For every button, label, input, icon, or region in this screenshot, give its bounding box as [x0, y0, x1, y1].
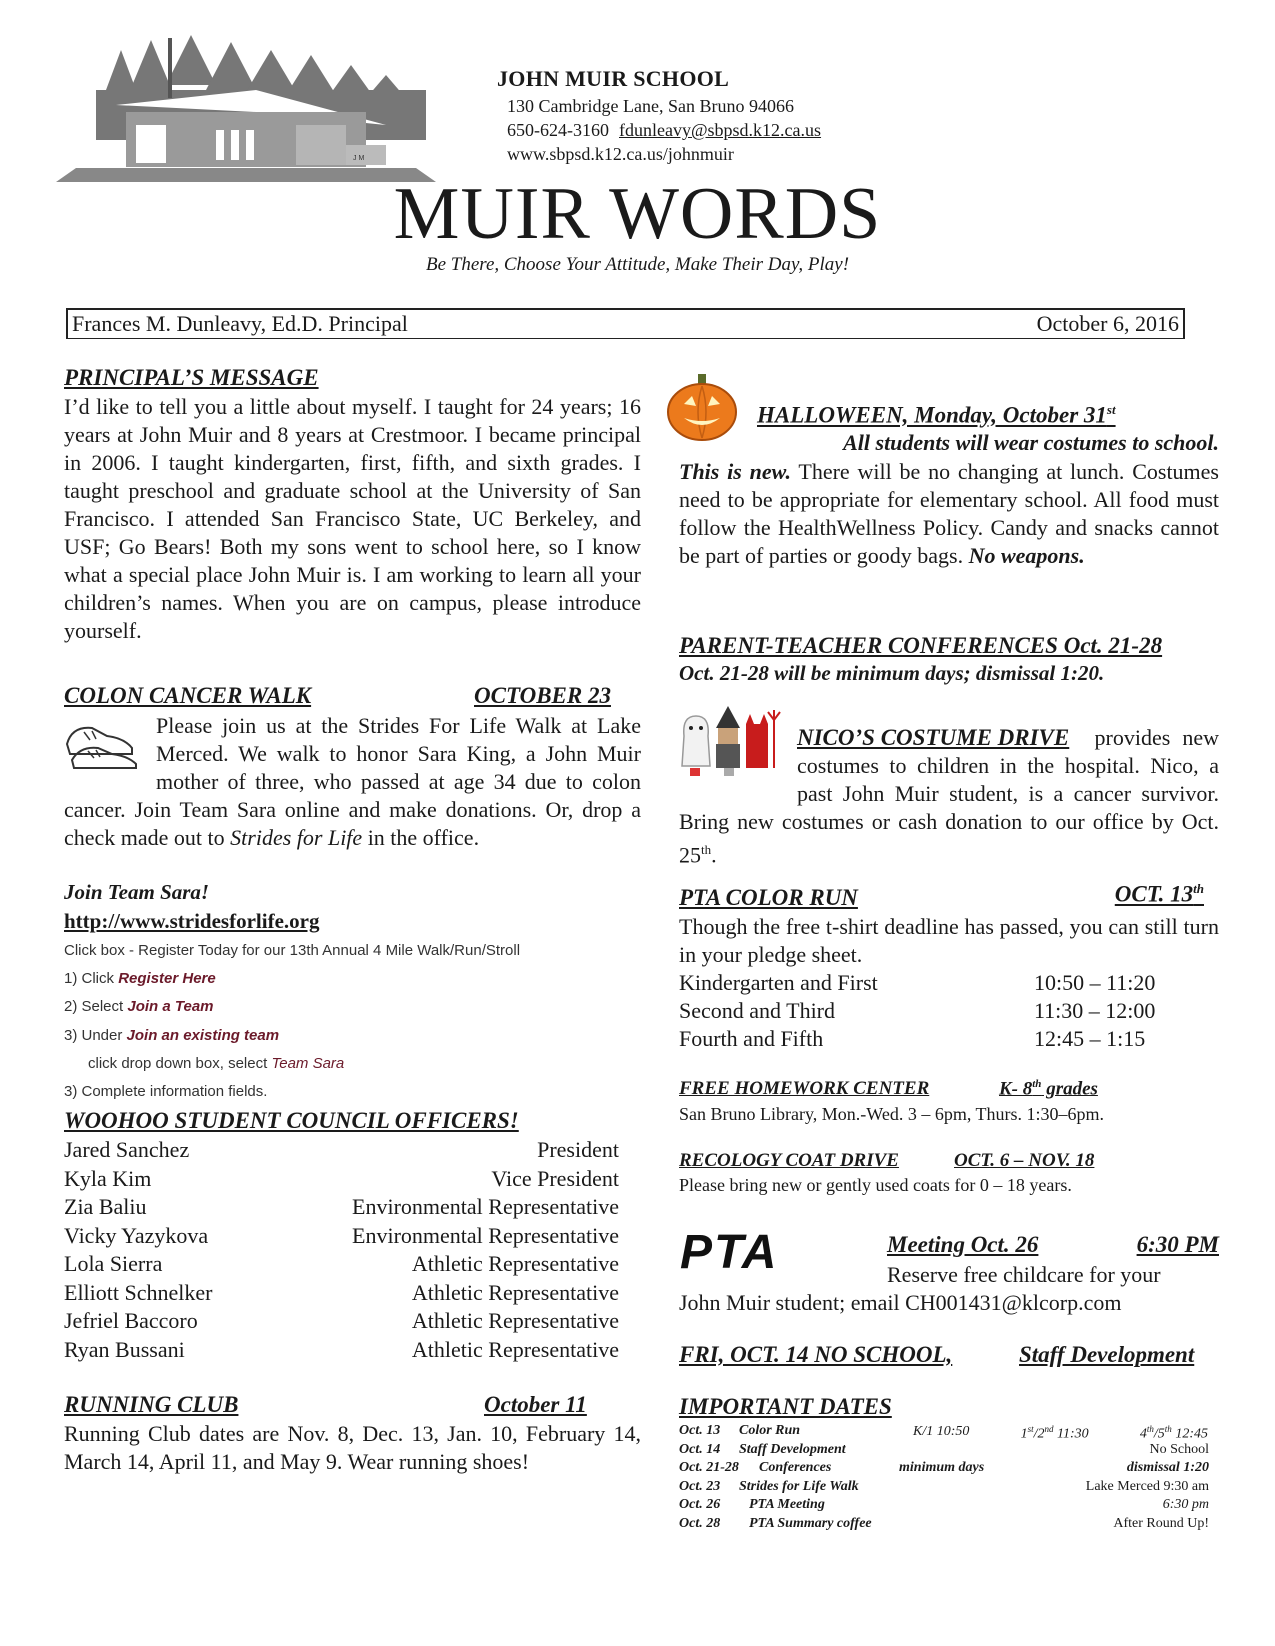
- running-club-body: Running Club dates are Nov. 8, Dec. 13, Jan. 10, February 14, March 14, April 11, and May 9. Wear running shoes!: [64, 1421, 641, 1474]
- step-3: [64, 1027, 641, 1044]
- walk-body-tail: in the office.: [367, 825, 480, 850]
- officer-row: [64, 1222, 619, 1251]
- date: Oct. 28: [679, 1515, 721, 1531]
- school-logo: [56, 30, 436, 190]
- officer-row: [64, 1250, 619, 1279]
- coat-drive-heading: RECOLOGY COAT DRIVE: [679, 1150, 899, 1171]
- coat-drive-body: Please bring new or gently used coats for 0 – 18 years.: [679, 1175, 1072, 1195]
- step-3b: [88, 1055, 344, 1072]
- homework-heading: FREE HOMEWORK CENTER: [679, 1078, 930, 1099]
- run-time: 11:30 – 12:00: [1034, 998, 1156, 1023]
- step-3-text: 3) Under: [64, 1027, 123, 1044]
- date-row: [679, 1515, 1209, 1534]
- officer-role: Athletic Representative: [411, 1308, 619, 1333]
- school-phone: 650-624-3160: [507, 120, 609, 140]
- date: Oct. 23: [679, 1478, 721, 1494]
- date: Oct. 13: [679, 1423, 721, 1438]
- event: Conferences: [759, 1460, 832, 1475]
- officer-row: [64, 1193, 619, 1222]
- step-3b-text: click drop down box, select: [88, 1055, 268, 1072]
- coat-drive-date: OCT. 6 – NOV. 18: [954, 1150, 1095, 1171]
- no-school-header: [679, 1342, 1219, 1370]
- officer-row: [64, 1279, 619, 1308]
- color-run-heading: PTA COLOR RUN: [679, 885, 858, 910]
- officer-name: Vicky Yazykova: [64, 1222, 209, 1248]
- officer-name: Lola Sierra: [64, 1251, 163, 1276]
- colon-cancer-walk-header: [64, 683, 641, 711]
- officer-role: Environmental Representative: [352, 1194, 619, 1219]
- colon-cancer-walk-date: OCTOBER 23: [474, 683, 611, 708]
- nico-drive-heading: NICO’S COSTUME DRIVE: [797, 725, 1070, 750]
- time-row: [679, 1025, 1219, 1053]
- color-run-header: [679, 881, 1204, 913]
- coat-drive-header: [679, 1150, 1219, 1174]
- homework-grades-pre: K- 8: [999, 1078, 1033, 1100]
- officer-name: Jared Sanchez: [64, 1137, 190, 1162]
- step-2-text: 2) Select: [64, 998, 124, 1015]
- halloween-body: [679, 458, 1219, 570]
- join-existing-team-link[interactable]: Join an existing team: [126, 1027, 280, 1044]
- officer-role: Athletic Representative: [411, 1279, 619, 1305]
- time-row: [679, 969, 1219, 997]
- logo-initials: J M: [353, 155, 365, 162]
- step-1-text: 1) Click: [64, 970, 115, 987]
- event: PTA Meeting: [749, 1497, 825, 1512]
- principal-name: Frances M. Dunleavy, Ed.D. Principal: [72, 311, 408, 336]
- colon-cancer-walk-heading: COLON CANCER WALK: [64, 683, 312, 708]
- register-note: Click box - Register Today for our 13th Annual 4 Mile Walk/Run/Stroll: [64, 942, 521, 959]
- running-club-heading: RUNNING CLUB: [64, 1392, 239, 1417]
- school-website[interactable]: www.sbpsd.k12.ca.us/johnmuir: [507, 144, 734, 164]
- date-row: [679, 1441, 1209, 1460]
- info-bar: [66, 308, 1185, 339]
- officer-row: [64, 1136, 619, 1165]
- officer-role: Athletic Representative: [411, 1251, 619, 1276]
- g2-time: 1st/2nd 11:30: [1020, 1424, 1089, 1442]
- join-team-sara: Join Team Sara!: [64, 880, 210, 904]
- contact-line: [507, 118, 821, 142]
- pta-meeting-header: [887, 1232, 1219, 1260]
- step-2: [64, 998, 641, 1015]
- halloween-costumes-note: All students will wear costumes to school.: [843, 430, 1219, 455]
- officer-role: President: [537, 1137, 619, 1162]
- k1-time: K/1 10:50: [913, 1424, 970, 1439]
- halloween-heading-text: HALLOWEEN, Monday, October 31: [757, 402, 1107, 428]
- no-school-heading: FRI, OCT. 14 NO SCHOOL,: [679, 1342, 953, 1367]
- halloween-no-weapons: No weapons.: [968, 543, 1085, 568]
- date: Oct. 14: [679, 1441, 721, 1457]
- pta-meeting-heading: Meeting Oct. 26: [887, 1232, 1039, 1257]
- g4-time: 4th/5th 12:45: [1139, 1424, 1208, 1442]
- running-club-date: October 11: [484, 1392, 587, 1417]
- officers-list: [64, 1136, 619, 1364]
- homework-grades: [999, 1078, 1098, 1100]
- officer-role: Athletic Representative: [411, 1336, 619, 1362]
- homework-header: [679, 1078, 1219, 1102]
- event-note: 6:30 pm: [1162, 1497, 1209, 1512]
- event-note: dismissal 1:20: [1126, 1460, 1209, 1475]
- color-run-body: Though the free t-shirt deadline has passed, you can still turn in your pledge sheet.: [679, 914, 1219, 967]
- event: Staff Development: [739, 1441, 846, 1457]
- officer-role: Vice President: [491, 1165, 619, 1191]
- event-note: [899, 1422, 1209, 1441]
- important-dates-heading: IMPORTANT DATES: [679, 1394, 892, 1419]
- colon-cancer-walk-body: [64, 712, 641, 852]
- color-run-date: [1115, 881, 1204, 908]
- halloween-heading: [757, 402, 1116, 429]
- nico-drive-body: [679, 724, 1219, 869]
- color-run-date-text: OCT. 13: [1114, 881, 1194, 907]
- halloween-heading-sup: st: [1106, 402, 1116, 417]
- event: Strides for Life Walk: [739, 1478, 859, 1494]
- officer-name: Kyla Kim: [64, 1165, 152, 1191]
- pta-logo-text: PTA: [680, 1228, 779, 1274]
- school-motto: Be There, Choose Your Attitude, Make Their Day, Play!: [425, 254, 850, 275]
- school-address: 130 Cambridge Lane, San Bruno 94066: [507, 96, 794, 116]
- student-council-heading: WOOHOO STUDENT COUNCIL OFFICERS!: [64, 1108, 519, 1133]
- officer-name: Zia Baliu: [64, 1194, 147, 1219]
- homework-grades-sup: th: [1032, 1078, 1042, 1090]
- nico-drive-text: provides new costumes to children in the hospital. Nico, a past John Muir student, is a cancer survivor. Bring new costumes or cash donation to our office by Oct. 25: [679, 725, 1219, 868]
- pumpkin-icon: [664, 372, 740, 442]
- homework-body: San Bruno Library, Mon.-Wed. 3 – 6pm, Thurs. 1:30–6pm.: [679, 1104, 1105, 1124]
- officer-row: [64, 1336, 619, 1365]
- nico-drive-end: .: [711, 842, 717, 868]
- walk-strides-name: Strides for Life: [230, 825, 363, 850]
- important-dates-list: [679, 1422, 1209, 1533]
- step-4: 3) Complete information fields.: [64, 1083, 268, 1100]
- grade-group: Second and Third: [679, 998, 836, 1023]
- team-sara-option[interactable]: Team Sara: [271, 1055, 345, 1072]
- halloween-new-note: This is new.: [679, 459, 791, 484]
- event-note: No School: [1149, 1441, 1209, 1457]
- running-club-header: [64, 1392, 641, 1420]
- pta-meeting-body1: Reserve free childcare for your: [887, 1262, 1161, 1287]
- school-name: JOHN MUIR SCHOOL: [497, 66, 730, 91]
- principal-email-link[interactable]: fdunleavy@sbpsd.k12.ca.us: [619, 120, 822, 140]
- officer-name: Elliott Schnelker: [64, 1279, 213, 1305]
- event-mid: minimum days: [899, 1460, 985, 1475]
- grade-group: Fourth and Fifth: [679, 1026, 824, 1051]
- date: Oct. 21-28: [679, 1460, 739, 1475]
- date-row: [679, 1422, 1209, 1441]
- pta-logo: [680, 1228, 868, 1274]
- date: Oct. 26: [679, 1497, 721, 1512]
- join-a-team-link[interactable]: Join a Team: [127, 998, 214, 1015]
- run-time: 12:45 – 1:15: [1034, 1026, 1146, 1051]
- color-run-date-sup: th: [1193, 881, 1204, 896]
- officer-role: Environmental Representative: [352, 1222, 619, 1248]
- issue-date: October 6, 2016: [1036, 311, 1179, 336]
- event-note: Lake Merced 9:30 am: [1085, 1478, 1209, 1494]
- officer-row: [64, 1307, 619, 1336]
- pta-meeting-time: 6:30 PM: [1136, 1232, 1219, 1257]
- newsletter-title: MUIR WORDS: [393, 173, 882, 255]
- color-run-times: [679, 969, 1219, 1053]
- register-here-link[interactable]: Register Here: [118, 970, 216, 987]
- grade-group: Kindergarten and First: [679, 970, 878, 995]
- event: PTA Summary coffee: [749, 1515, 872, 1531]
- time-row: [679, 997, 1219, 1025]
- date-row: [679, 1459, 1209, 1478]
- halloween-body-text: There will be no changing at lunch. Costumes need to be appropriate for elementary school. All food must follow the HealthWellness Policy. Candy and snacks cannot be part of parties or goody bags.: [679, 459, 1219, 568]
- strides-for-life-link[interactable]: http://www.stridesforlife.org: [64, 909, 320, 933]
- date-row: [679, 1496, 1209, 1515]
- walk-body-text: Please join us at the Strides For Life Walk at Lake Merced. We walk to honor Sara King, a John Muir mother of three, who passed at age 34 due to colon cancer. Join Team Sara online and make donations. Or, drop a check made out to: [64, 713, 641, 850]
- nico-drive-sup: th: [701, 842, 712, 857]
- homework-grades-post: grades: [1041, 1078, 1098, 1100]
- event: Color Run: [739, 1423, 801, 1438]
- conferences-heading: PARENT-TEACHER CONFERENCES Oct. 21-28: [679, 633, 1163, 658]
- step-1: [64, 970, 641, 987]
- principal-message-heading: PRINCIPAL’S MESSAGE: [64, 365, 319, 390]
- event-note: After Round Up!: [1113, 1515, 1209, 1531]
- date-row: [679, 1478, 1209, 1497]
- conferences-note: Oct. 21-28 will be minimum days; dismissal 1:20.: [679, 661, 1105, 685]
- pta-meeting-body2: John Muir student; email CH001431@klcorp.com: [679, 1290, 1122, 1315]
- run-time: 10:50 – 11:20: [1034, 970, 1156, 995]
- officer-name: Jefriel Baccoro: [64, 1308, 198, 1333]
- officer-row: [64, 1165, 619, 1194]
- no-school-reason: Staff Development: [1019, 1342, 1195, 1367]
- principal-message-body: I’d like to tell you a little about myself. I taught for 24 years; 16 years at John Muir and 8 years at Crestmoor. I became principal in 2006. I taught kindergarten, first, fifth, and sixth grades. I taught preschool and graduate school at the University of San Francisco. I attended San Francisco State, UC Berkeley, and USF; Go Bears! Both my sons went to school here, so I know what a special place John Muir is. I am working to learn all your children’s names. When you are on campus, please introduce yourself.: [64, 394, 641, 643]
- officer-name: Ryan Bussani: [64, 1336, 185, 1362]
